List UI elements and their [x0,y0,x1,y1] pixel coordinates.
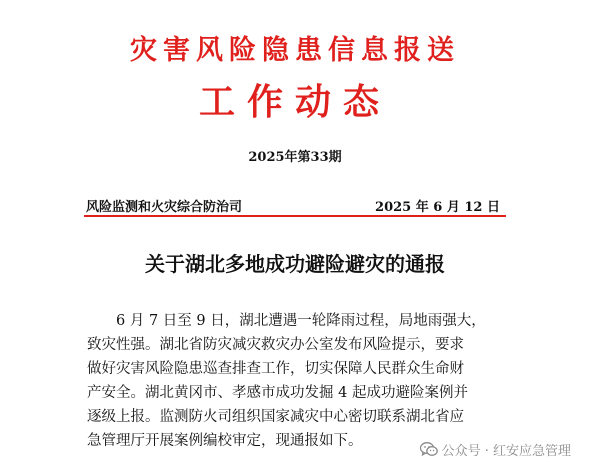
issue-number: 2025年第33期 [248,150,342,165]
watermark [417,439,574,460]
issue-date: 2025 年 6 月 12 日 [375,200,500,215]
document-body [87,309,502,453]
issuing-department: 风险监测和火灾综合防治司 [86,200,243,215]
red-divider [84,215,506,217]
masthead-title: 灾害风险隐患信息报送 [130,35,460,66]
body-line: 逐级上报。监测防火司组织国家减灾中心密切联系湖北省应 [87,409,464,425]
body-line: 急管理厅开展案例编校审定，现通报如下。 [87,433,363,449]
body-line: 产安全。湖北黄冈市、孝感市成功发掘 4 起成功避险案例并 [87,385,468,401]
wechat-icon [420,442,438,457]
body-line: 6 月 7 日至 9 日，湖北遭遇一轮降雨过程，局地雨强大， [87,313,486,329]
body-line: 做好灾害风险隐患巡查排查工作，切实保障人民群众生命财 [87,361,464,377]
watermark-text: 公众号 · 红安应急管理 [441,444,571,459]
document-title: 关于湖北多地成功避险避灾的通报 [145,252,445,276]
masthead-subtitle: 工作动态 [198,81,391,123]
body-line: 致灾性强。湖北省防灾减灾救灾办公室发布风险提示，要求 [87,337,464,353]
